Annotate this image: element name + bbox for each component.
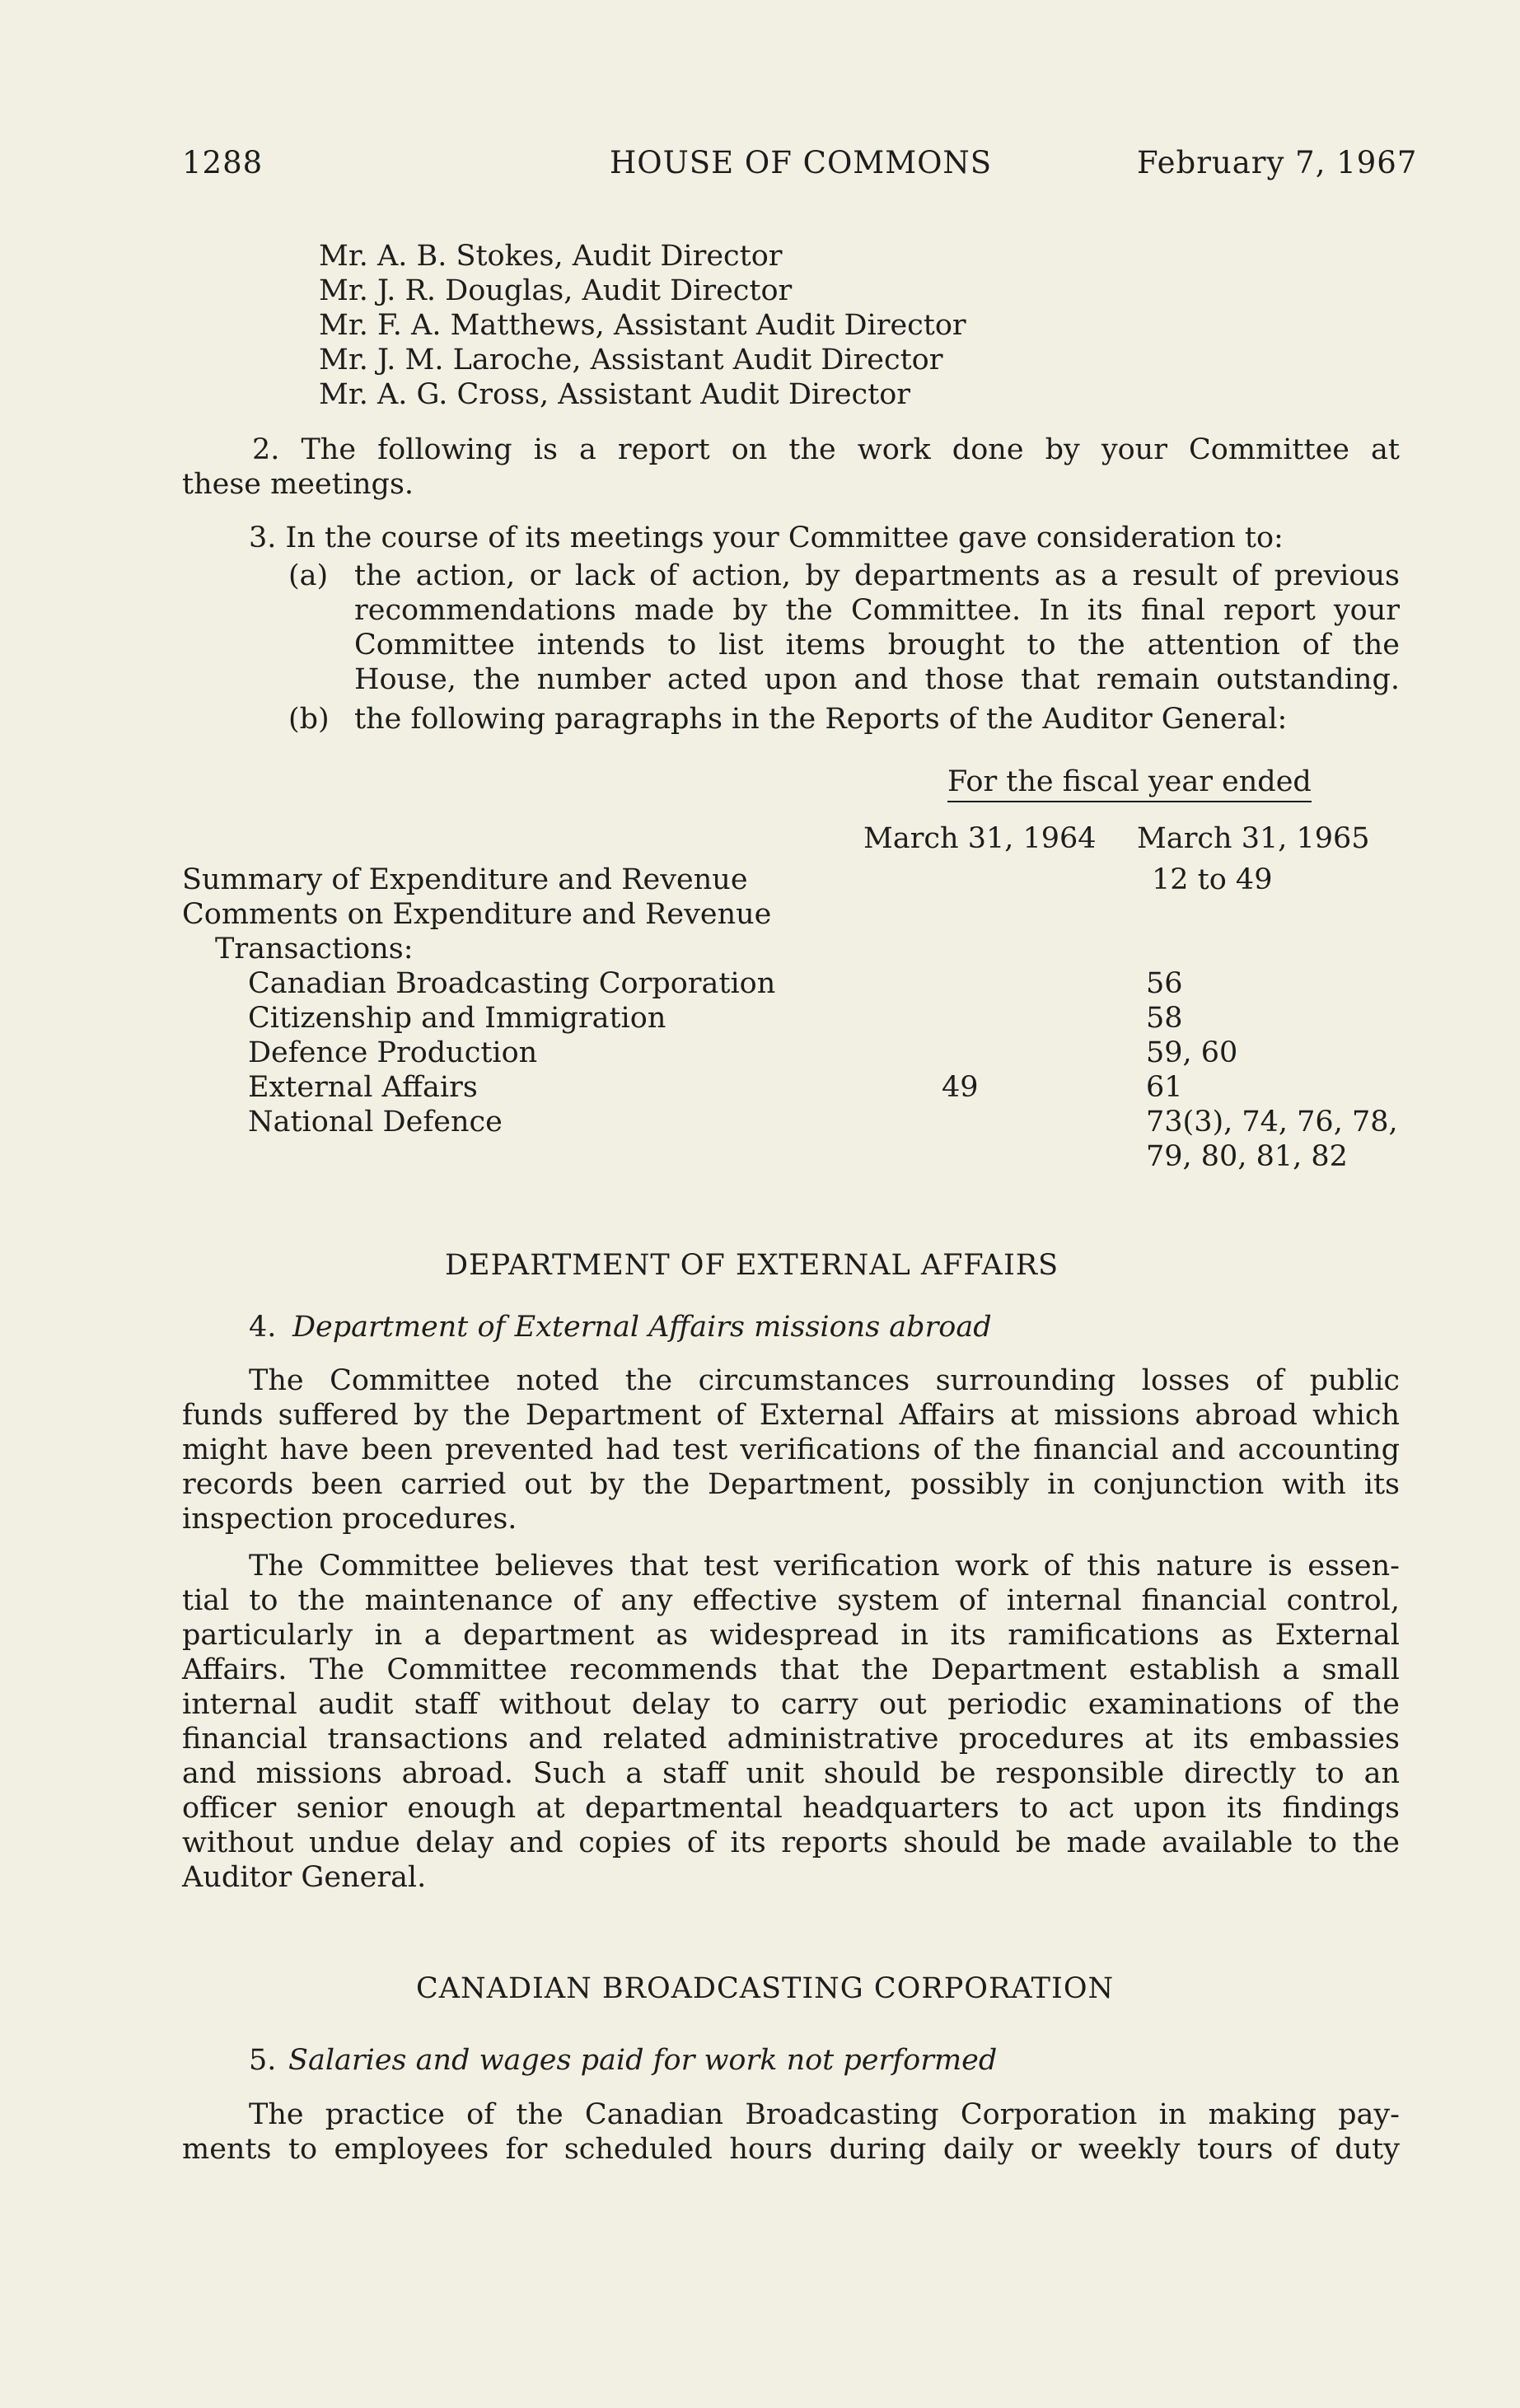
page-header-title: HOUSE OF COMMONS: [610, 145, 993, 180]
paragraph-line: inspection procedures.: [182, 1503, 517, 1536]
paragraph-line: funds suffered by the Department of External Affairs at missions abroad which: [182, 1399, 1400, 1432]
external-affairs-paragraph-1: [182, 1363, 1400, 1536]
official-item: Mr. J. M. Laroche, Assistant Audit Director: [319, 344, 943, 376]
paragraph-line: without undue delay and copies of its reports should be made available to the: [182, 1826, 1400, 1859]
paragraph-line: and missions abroad. Such a staff unit should be responsible directly to an: [182, 1757, 1400, 1790]
table-cell: 79, 80, 81, 82: [1146, 1140, 1348, 1173]
item-a-marker: (a): [288, 559, 329, 592]
item-b-marker: (b): [288, 703, 330, 736]
table-cell: 73(3), 74, 76, 78,: [1146, 1106, 1398, 1139]
table-row-label: Defence Production: [248, 1036, 538, 1069]
paragraph-line: ments to employees for scheduled hours during daily or weekly tours of duty: [182, 2133, 1400, 2166]
paragraph-line: Affairs. The Committee recommends that the Department establish a small: [182, 1653, 1400, 1686]
section-heading: CANADIAN BROADCASTING CORPORATION: [416, 1972, 1115, 2005]
paragraph-line: the action, or lack of action, by departments as a result of previous: [354, 559, 1400, 592]
page-header-date: February 7, 1967: [1137, 145, 1418, 180]
official-item: Mr. J. R. Douglas, Audit Director: [319, 274, 793, 307]
item-number: 5.: [249, 2044, 277, 2077]
item-title: Salaries and wages paid for work not performed: [288, 2044, 998, 2077]
external-affairs-paragraph-2: [182, 1549, 1400, 1895]
paragraph-line: recommendations made by the Committee. In its final report your: [354, 594, 1400, 627]
table-cell: 56: [1146, 967, 1183, 1000]
paragraph-line: officer senior enough at departmental headquarters to act upon its findings: [182, 1792, 1400, 1825]
paragraph-line: The Committee noted the circumstances surrounding losses of public: [249, 1364, 1400, 1397]
table-row-label: Transactions:: [215, 933, 414, 966]
table-row-label: Citizenship and Immigration: [248, 1002, 666, 1035]
table-row-label: National Defence: [248, 1106, 503, 1139]
paragraph-3-intro: 3. In the course of its meetings your Committee gave consideration to:: [249, 521, 1284, 554]
paragraph-line: records been carried out by the Department, possibly in conjunction with its: [182, 1468, 1400, 1501]
table-cell: 58: [1146, 1002, 1183, 1035]
paragraph-line: tial to the maintenance of any effective system of internal financial control,: [182, 1584, 1400, 1617]
table-row-label: Comments on Expenditure and Revenue: [182, 898, 772, 931]
paragraph-line: particularly in a department as widespread in its ramifications as External: [182, 1619, 1400, 1652]
paragraph-line: The practice of the Canadian Broadcasting Corporation in making pay-: [249, 2098, 1400, 2131]
paragraph-line: House, the number acted upon and those that remain outstanding.: [354, 663, 1400, 696]
official-item: Mr. A. G. Cross, Assistant Audit Director: [319, 378, 911, 411]
item-b-text: the following paragraphs in the Reports of the Auditor General:: [354, 703, 1288, 736]
table-cell: 61: [1146, 1071, 1183, 1104]
paragraph-line: Committee intends to list items brought to the attention of the: [354, 629, 1400, 662]
officials-list: [319, 239, 966, 412]
page-number: 1288: [182, 145, 264, 180]
table-cell: 49: [942, 1071, 979, 1104]
item-a-text: [354, 559, 1400, 697]
table-row-label: Summary of Expenditure and Revenue: [182, 863, 748, 896]
official-item: Mr. F. A. Matthews, Assistant Audit Director: [319, 309, 966, 342]
paragraph-line: might have been prevented had test verifications of the financial and accounting: [182, 1433, 1400, 1466]
cbc-paragraph-1: [182, 2097, 1400, 2167]
paragraph-line: financial transactions and related administrative procedures at its embassies: [182, 1723, 1400, 1756]
official-item: Mr. A. B. Stokes, Audit Director: [319, 240, 783, 273]
table-cell: 12 to 49: [1152, 863, 1273, 896]
paragraph-line: Auditor General.: [182, 1861, 427, 1894]
table-column-header: March 31, 1964: [863, 822, 1097, 855]
table-cell: 59, 60: [1146, 1036, 1238, 1069]
section-heading: DEPARTMENT OF EXTERNAL AFFAIRS: [445, 1249, 1059, 1282]
table-row-label: Canadian Broadcasting Corporation: [248, 967, 776, 1000]
paragraph-line: 2. The following is a report on the work done by your Committee at: [252, 433, 1400, 466]
item-title: Department of External Affairs missions abroad: [292, 1311, 992, 1344]
table-row-label: External Affairs: [248, 1071, 478, 1104]
paragraph-line: internal audit staff without delay to carry out periodic examinations of the: [182, 1688, 1400, 1721]
paragraph-line: these meetings.: [182, 468, 414, 501]
table-group-header: For the fiscal year ended: [947, 764, 1312, 802]
table-column-header: March 31, 1965: [1137, 822, 1370, 855]
paragraph-2: [182, 433, 1400, 502]
paragraph-line: The Committee believes that test verification work of this nature is essen-: [249, 1550, 1400, 1583]
item-number: 4.: [249, 1311, 277, 1344]
